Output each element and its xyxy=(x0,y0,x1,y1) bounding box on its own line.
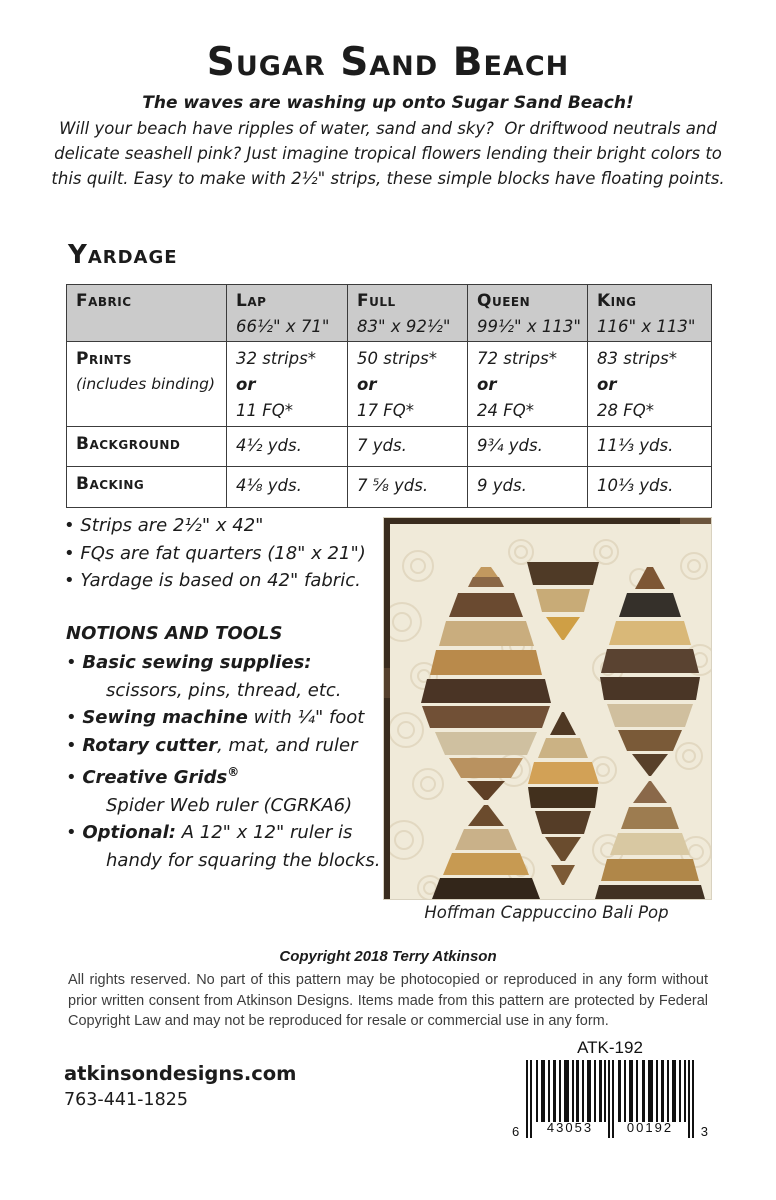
column-label: Full xyxy=(357,291,396,311)
column-header-queen xyxy=(468,285,588,342)
notion-sublabel: Spider Web ruler (CGRKA6) xyxy=(106,794,353,816)
yardage-cell: 7 ⅝ yds. xyxy=(348,467,468,508)
column-header-full xyxy=(348,285,468,342)
notions-section xyxy=(66,620,396,874)
registered-mark: ® xyxy=(227,765,240,779)
barcode-digit: 00192 xyxy=(626,1120,674,1135)
barcode-digit: 43053 xyxy=(546,1120,594,1135)
quilt-photo-image xyxy=(383,517,712,900)
copyright-title: Copyright 2018 Terry Atkinson xyxy=(279,948,497,965)
table-header-row xyxy=(67,285,712,342)
yardage-cell: 32 strips* or 11 FQ* xyxy=(227,342,348,427)
phone-text: 763-441-1825 xyxy=(64,1090,188,1110)
yardage-cell: 10⅓ yds. xyxy=(588,467,712,508)
description-line: this quilt. Easy to make with 2½" strips, these simple blocks have floating points. xyxy=(51,168,725,188)
note-item: • FQs are fat quarters (18" x 21") xyxy=(64,540,366,568)
column-size: 66½" x 71" xyxy=(236,317,330,336)
sku-label: ATK-192 xyxy=(577,1038,643,1057)
yardage-cell: 4⅛ yds. xyxy=(227,467,348,508)
barcode xyxy=(512,1060,708,1142)
photo-caption: Hoffman Cappuccino Bali Pop xyxy=(424,903,669,922)
notion-item: • Creative Grids® Spider Web ruler (CGRKA6) xyxy=(66,759,396,819)
notion-item: • Rotary cutter, mat, and ruler xyxy=(66,732,396,760)
barcode-digit: 3 xyxy=(700,1124,708,1139)
column-label: Queen xyxy=(477,291,531,311)
description xyxy=(0,116,776,191)
table-row-backing xyxy=(67,467,712,508)
copyright-body: All rights reserved. No part of this pattern may be photocopied or reproduced in any form without prior written consent from Atkinson Designs. Items made from this pattern are protected by Federal Copyright Law and may not be reproduced for resale or commercial use in any form. xyxy=(68,972,708,1030)
copyright-section xyxy=(0,948,776,1032)
column-header-fabric xyxy=(67,285,227,342)
notion-item: • Sewing machine with ¼" foot xyxy=(66,704,396,732)
yardage-cell: 9 yds. xyxy=(468,467,588,508)
yardage-cell: 9¾ yds. xyxy=(468,427,588,467)
yardage-cell: 72 strips* or 24 FQ* xyxy=(468,342,588,427)
yardage-table xyxy=(66,284,712,508)
footer-contact xyxy=(64,1061,297,1113)
row-label-backing: Backing xyxy=(67,467,227,508)
notion-sublabel: handy for squaring the blocks. xyxy=(106,849,381,871)
barcode-digit: 6 xyxy=(512,1124,520,1139)
yardage-cell: 50 strips* or 17 FQ* xyxy=(348,342,468,427)
notes-list xyxy=(64,512,366,595)
column-size: 83" x 92½" xyxy=(357,317,451,336)
yardage-cell: 7 yds. xyxy=(348,427,468,467)
column-header-king xyxy=(588,285,712,342)
column-header-lap xyxy=(227,285,348,342)
notion-item: • Basic sewing supplies: scissors, pins, thread, etc. xyxy=(66,649,396,704)
note-item: • Strips are 2½" x 42" xyxy=(64,512,366,540)
yardage-cell: 11⅓ yds. xyxy=(588,427,712,467)
notions-heading: NOTIONS AND TOOLS xyxy=(66,623,283,644)
table-row-prints xyxy=(67,342,712,427)
website-text: atkinsondesigns.com xyxy=(64,1062,297,1085)
column-label: Lap xyxy=(236,291,267,311)
description-line: Will your beach have ripples of water, sand and sky? Or driftwood neutrals and xyxy=(59,118,717,138)
description-line: delicate seashell pink? Just imagine tropical flowers lending their bright colors to xyxy=(54,143,722,163)
header xyxy=(0,42,776,191)
column-size: 116" x 113" xyxy=(597,317,696,336)
row-note: (includes binding) xyxy=(76,375,216,393)
column-label: King xyxy=(597,291,637,311)
yardage-cell: 83 strips* or 28 FQ* xyxy=(588,342,712,427)
barcode-block xyxy=(512,1038,708,1142)
row-label-background: Background xyxy=(67,427,227,467)
notion-item: • Optional: A 12" x 12" ruler is handy for squaring the blocks. xyxy=(66,819,396,874)
tagline: The waves are washing up onto Sugar Sand Beach! xyxy=(142,92,634,113)
page-title: Sugar Sand Beach xyxy=(206,40,570,85)
column-label: Fabric xyxy=(76,291,132,311)
row-label-prints: Prints (includes binding) xyxy=(67,342,227,427)
note-item: • Yardage is based on 42" fabric. xyxy=(64,567,366,595)
notion-sublabel: scissors, pins, thread, etc. xyxy=(106,679,342,701)
column-size: 99½" x 113" xyxy=(477,317,581,336)
yardage-cell: 4½ yds. xyxy=(227,427,348,467)
quilt-photo xyxy=(383,517,710,922)
yardage-heading: Yardage xyxy=(68,240,178,270)
table-row-background xyxy=(67,427,712,467)
